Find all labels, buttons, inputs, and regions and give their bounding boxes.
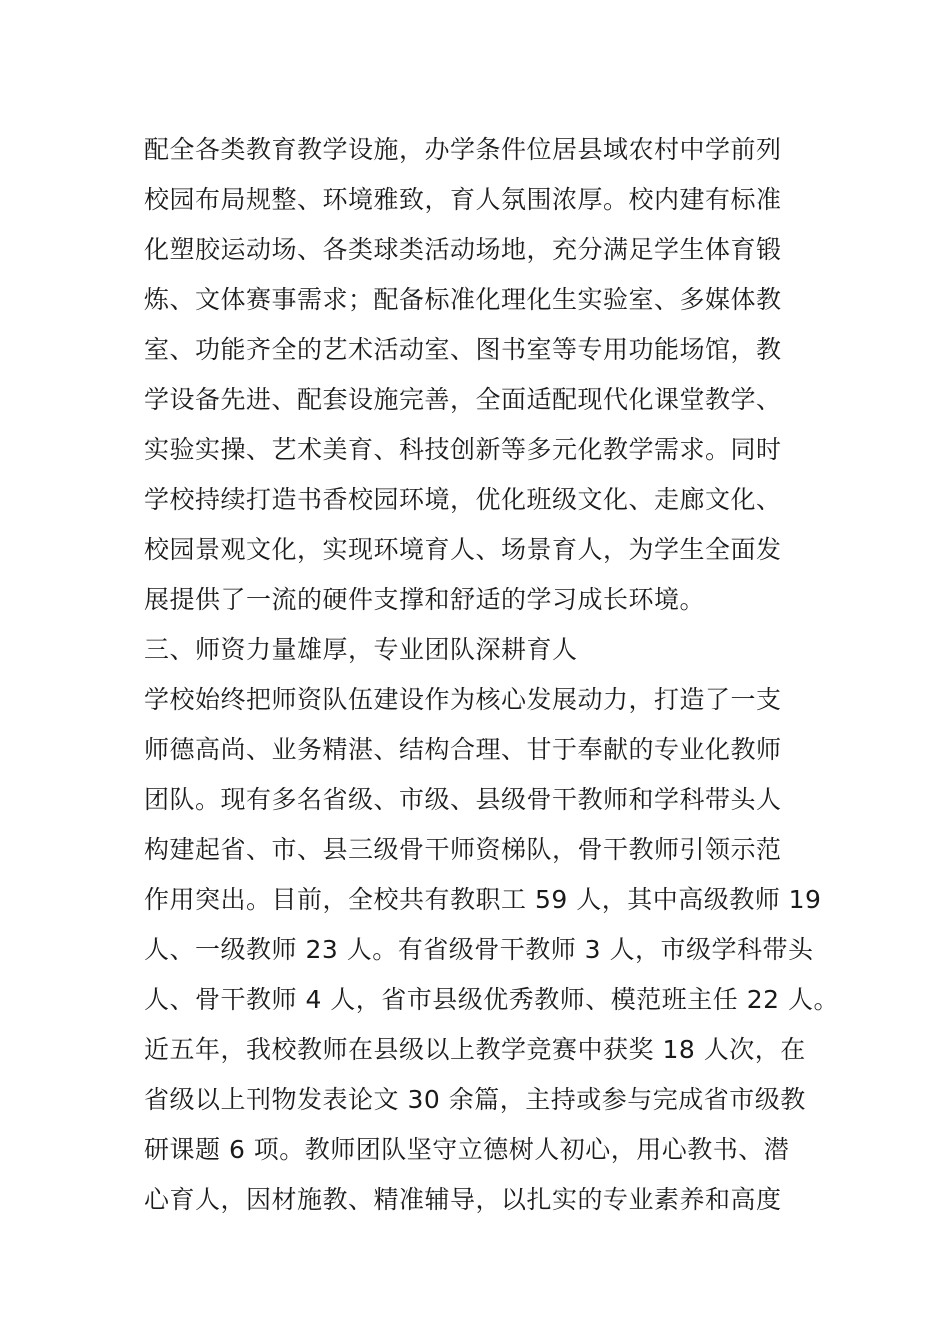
text-line: 室、功能齐全的艺术活动室、图书室等专用功能场馆，教 bbox=[144, 335, 782, 364]
text-line: 化塑胶运动场、各类球类活动场地，充分满足学生体育锻 bbox=[144, 235, 782, 264]
text-line: 近五年，我校教师在县级以上教学竞赛中获奖 18 人次，在 bbox=[144, 1035, 806, 1064]
text-line: 炼、文体赛事需求；配备标准化理化生实验室、多媒体教 bbox=[144, 285, 782, 314]
text-line: 人、骨干教师 4 人，省市县级优秀教师、模范班主任 22 人。 bbox=[144, 985, 840, 1014]
text-line: 实验实操、艺术美育、科技创新等多元化教学需求。同时 bbox=[144, 435, 782, 464]
text-line: 省级以上刊物发表论文 30 余篇，主持或参与完成省市级教 bbox=[144, 1085, 806, 1114]
text-line: 研课题 6 项。教师团队坚守立德树人初心，用心教书、潜 bbox=[144, 1135, 790, 1164]
text-line: 团队。现有多名省级、市级、县级骨干教师和学科带头人 bbox=[144, 785, 782, 814]
text-line: 配全各类教育教学设施，办学条件位居县域农村中学前列 bbox=[144, 135, 782, 164]
text-line: 学校始终把师资队伍建设作为核心发展动力，打造了一支 bbox=[144, 685, 782, 714]
text-line: 师德高尚、业务精湛、结构合理、甘于奉献的专业化教师 bbox=[144, 735, 782, 764]
section-heading: 三、师资力量雄厚，专业团队深耕育人 bbox=[144, 635, 578, 664]
text-line: 学校持续打造书香校园环境，优化班级文化、走廊文化、 bbox=[144, 485, 782, 514]
text-line: 展提供了一流的硬件支撑和舒适的学习成长环境。 bbox=[144, 585, 706, 614]
text-line: 校园布局规整、环境雅致，育人氛围浓厚。校内建有标准 bbox=[144, 185, 782, 214]
text-line: 心育人，因材施教、精准辅导，以扎实的专业素养和高度 bbox=[144, 1185, 782, 1214]
text-line: 校园景观文化，实现环境育人、场景育人，为学生全面发 bbox=[144, 535, 782, 564]
text-line: 人、一级教师 23 人。有省级骨干教师 3 人，市级学科带头 bbox=[144, 935, 814, 964]
text-line: 学设备先进、配套设施完善，全面适配现代化课堂教学、 bbox=[144, 385, 782, 414]
text-line: 作用突出。目前，全校共有教职工 59 人，其中高级教师 19 bbox=[144, 885, 822, 914]
text-line: 构建起省、市、县三级骨干师资梯队，骨干教师引领示范 bbox=[144, 835, 782, 864]
body-text bbox=[144, 125, 844, 1225]
